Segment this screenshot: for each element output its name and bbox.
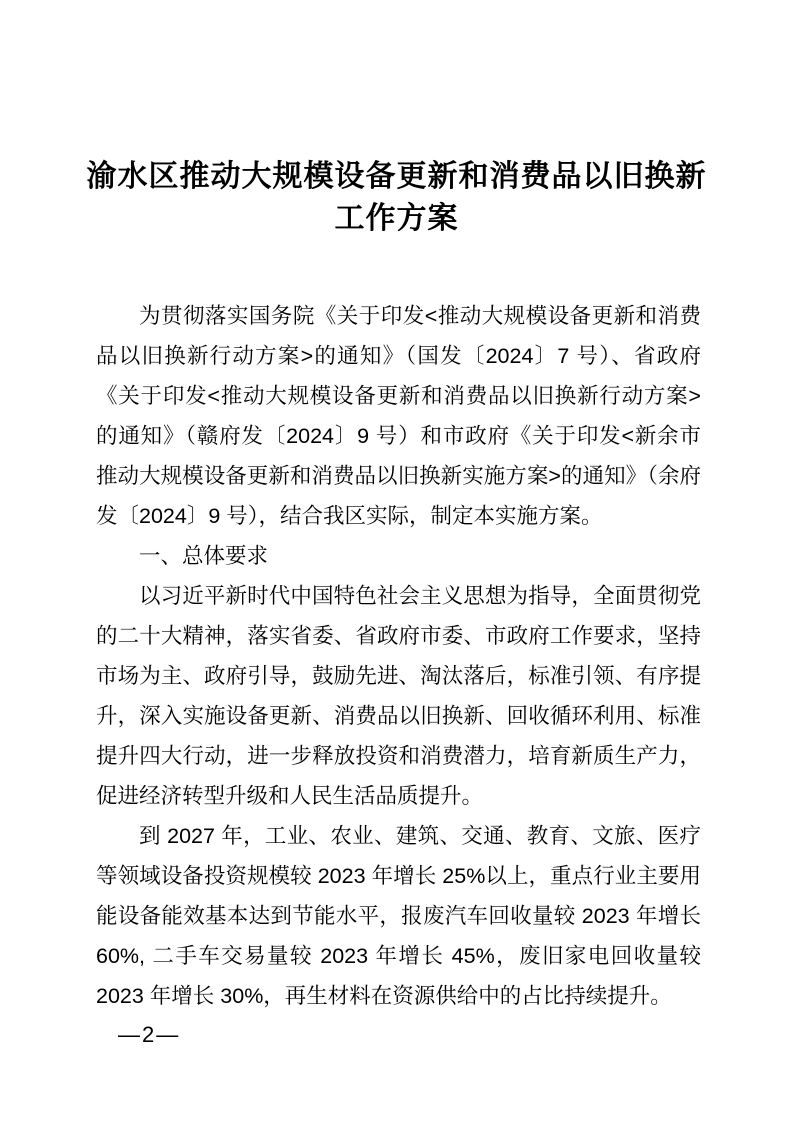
paragraph-intro: 为贯彻落实国务院《关于印发<推动大规模设备更新和消费品以旧换新行动方案>的通知》（国发〔2024〕7 号）、省政府《关于印发<推动大规模设备更新和消费品以旧换新行动方案>的通知》（赣府发〔2024〕9 号）和市政府《关于印发<新余市推动大规模设备更新和消费品以旧换新实施方案>的通知》（余府发〔2024〕9 号），结合我区实际，制定本实施方案。	[96, 304, 701, 528]
title-line-1: 渝水区推动大规模设备更新和消费品以旧换新	[86, 160, 707, 193]
section-heading-overall-requirements: 一、总体要求	[139, 544, 269, 568]
document-body	[96, 296, 701, 1016]
paragraph-guiding-ideology: 以习近平新时代中国特色社会主义思想为指导，全面贯彻党的二十大精神，落实省委、省政府市委、市政府工作要求，坚持市场为主、政府引导，鼓励先进、淘汰落后，标准引领、有序提升，深入实施设备更新、消费品以旧换新、回收循环利用、标准提升四大行动，进一步释放投资和消费潜力，培育新质生产力，促进经济转型升级和人民生活品质提升。	[96, 584, 701, 808]
title-line-2: 工作方案	[334, 202, 459, 235]
paragraph-2027-targets: 到 2027 年，工业、农业、建筑、交通、教育、文旅、医疗等领域设备投资规模较 2023 年增长 25%以上，重点行业主要用能设备能效基本达到节能水平，报废汽车回收量较 2023 年增长 60%, 二手车交易量较 2023 年增长 45%，废旧家电回收量较 2023 年增长 30%，再生材料在资源供给中的占比持续提升。	[96, 824, 701, 1008]
page-number: —2—	[118, 1022, 181, 1047]
document-title	[58, 156, 735, 240]
